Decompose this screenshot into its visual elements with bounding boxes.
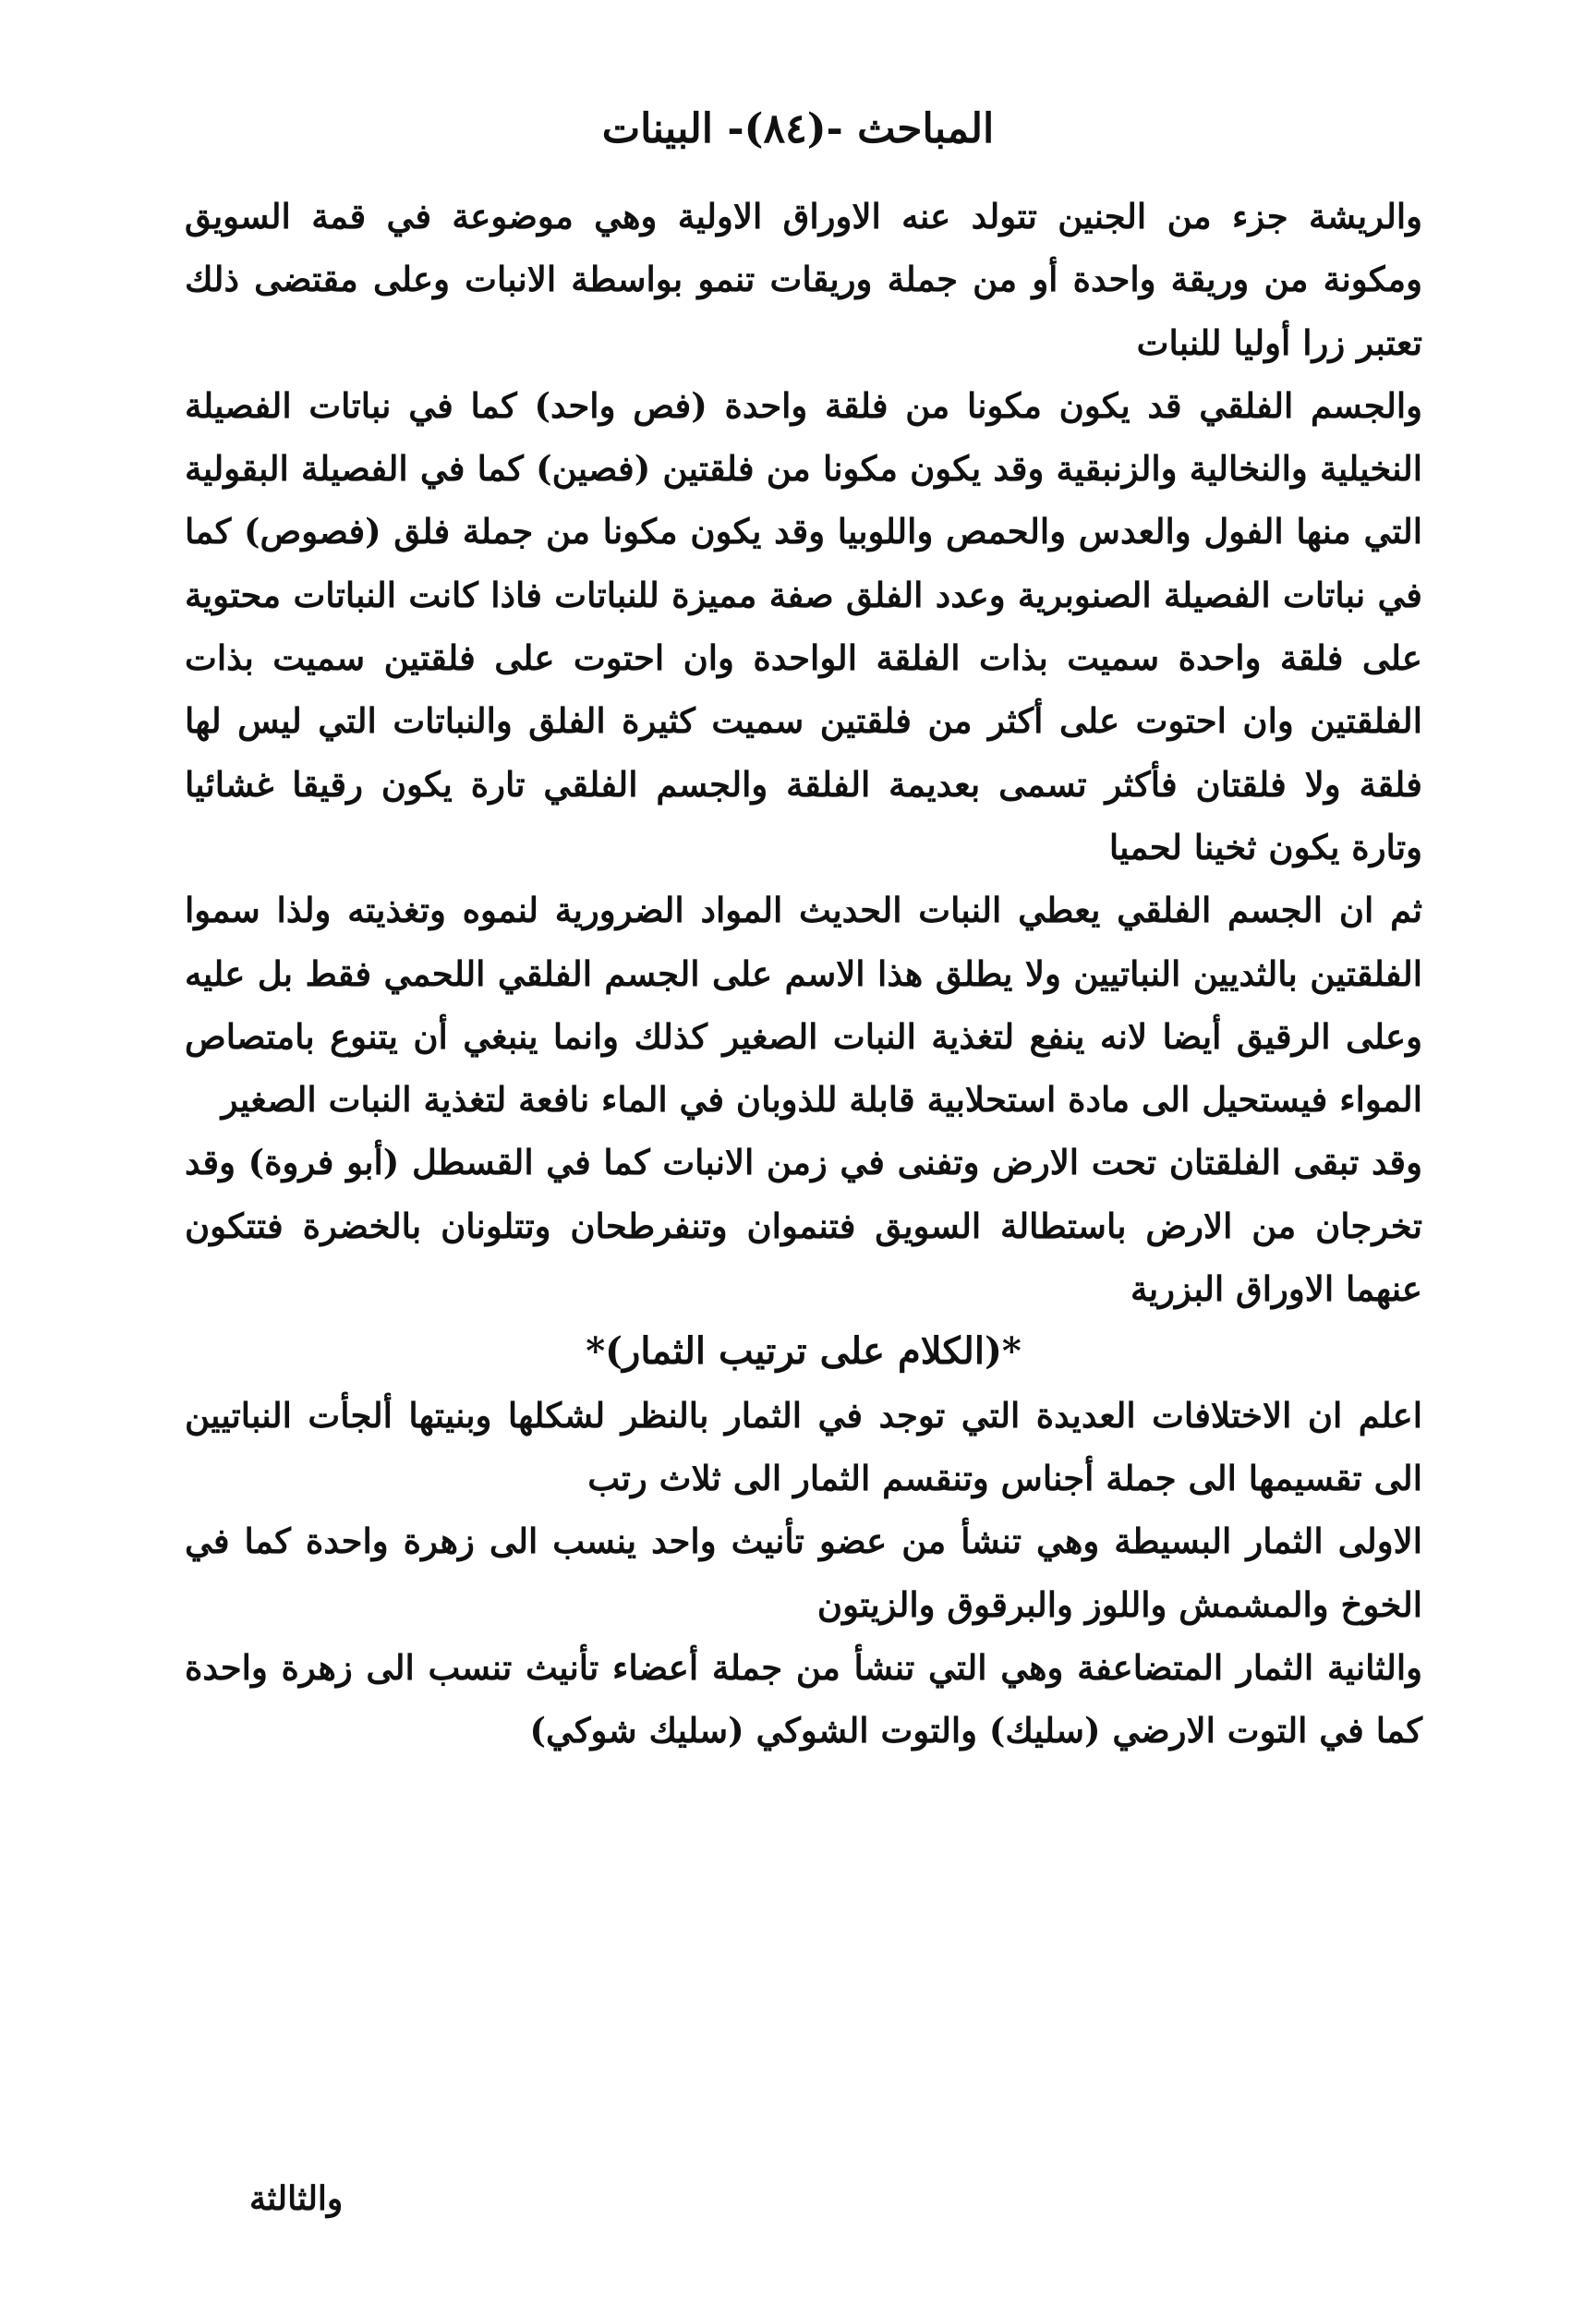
body-text <box>185 185 1422 1762</box>
section-title: *(الكلام على ترتيب الثمار)* <box>586 1329 1022 1374</box>
paragraph-aggregate-fruits: والثانية الثمار المتضاعفة وهي التي تنشأ من جملة أعضاء تأنيث تنسب الى زهرة واحدة كما في التوت الارضي (سليك) والتوت الشوكي (سليك شوكي) <box>185 1646 1422 1751</box>
paragraph-plumule: والريشة جزء من الجنين تتولد عنه الاوراق الاولية وهي موضوعة في قمة السويق ومكونة من وريقة واحدة أو من جملة وريقات تنمو بواسطة الانبات وعلى مقتضى ذلك تعتبر زرا أوليا للنبات <box>185 196 1422 363</box>
page-header: المباحث -(٨٤)- البينات <box>601 105 995 152</box>
catchword: والثالثة <box>249 2179 344 2218</box>
paragraph-germination: وقد تبقى الفلقتان تحت الارض وتفنى في زمن الانبات كما في القسطل (أبو فروة) وقد تخرجان من الارض باستطالة السويق فتنموان وتنفرطحان وتتلونان بالخضرة فتتكون عنهما الاوراق البزرية <box>185 1142 1422 1310</box>
paragraph-cotyledon: والجسم الفلقي قد يكون مكونا من فلقة واحدة (فص واحد) كما في نباتات الفصيلة النخيلية والنخالية والزنبقية وقد يكون مكونا من فلقتين (فصين) كما في الفصيلة البقولية التي منها الفول والعدس والحمص واللوبيا وقد يكون مكونا من جملة فلق (فصوص) كما في نباتات الفصيلة الصنوبرية وعدد الفلق صفة مميزة للنباتات فاذا كانت النباتات محتوية على فلقة واحدة سميت بذات الفلقة الواحدة وان احتوت على فلقتين سميت بذات الفلقتين وان احتوت على أكثر من فلقتين سميت كثيرة الفلق والنباتات التي ليس لها فلقة ولا فلقتان فأكثر تسمى بعديمة الفلقة والجسم الفلقي تارة يكون رقيقا غشائيا وتارة يكون ثخينا لحميا <box>185 384 1422 867</box>
paragraph-nourishment: ثم ان الجسم الفلقي يعطي النبات الحديث المواد الضرورية لنموه وتغذيته ولذا سموا الفلقتين بالثديين النباتيين ولا يطلق هذا الاسم على الجسم الفلقي اللحمي فقط بل عليه وعلى الرقيق أيضا لانه ينفع لتغذية النبات الصغير كذلك وانما ينبغي أن يتنوع بامتصاص المواء فيستحيل الى مادة استحلابية قابلة للذوبان في الماء نافعة لتغذية النبات الصغير <box>185 890 1422 1121</box>
paragraph-simple-fruits: الاولى الثمار البسيطة وهي تنشأ من عضو تأنيث واحد ينسب الى زهرة واحدة كما في الخوخ والمشمش واللوز والبرقوق والزيتون <box>185 1521 1422 1625</box>
paragraph-fruit-intro: اعلم ان الاختلافات العديدة التي توجد في الثمار بالنظر لشكلها وبنيتها ألجأت النباتيين الى تقسيمها الى جملة أجناس وتنقسم الثمار الى ثلاث رتب <box>185 1394 1422 1498</box>
